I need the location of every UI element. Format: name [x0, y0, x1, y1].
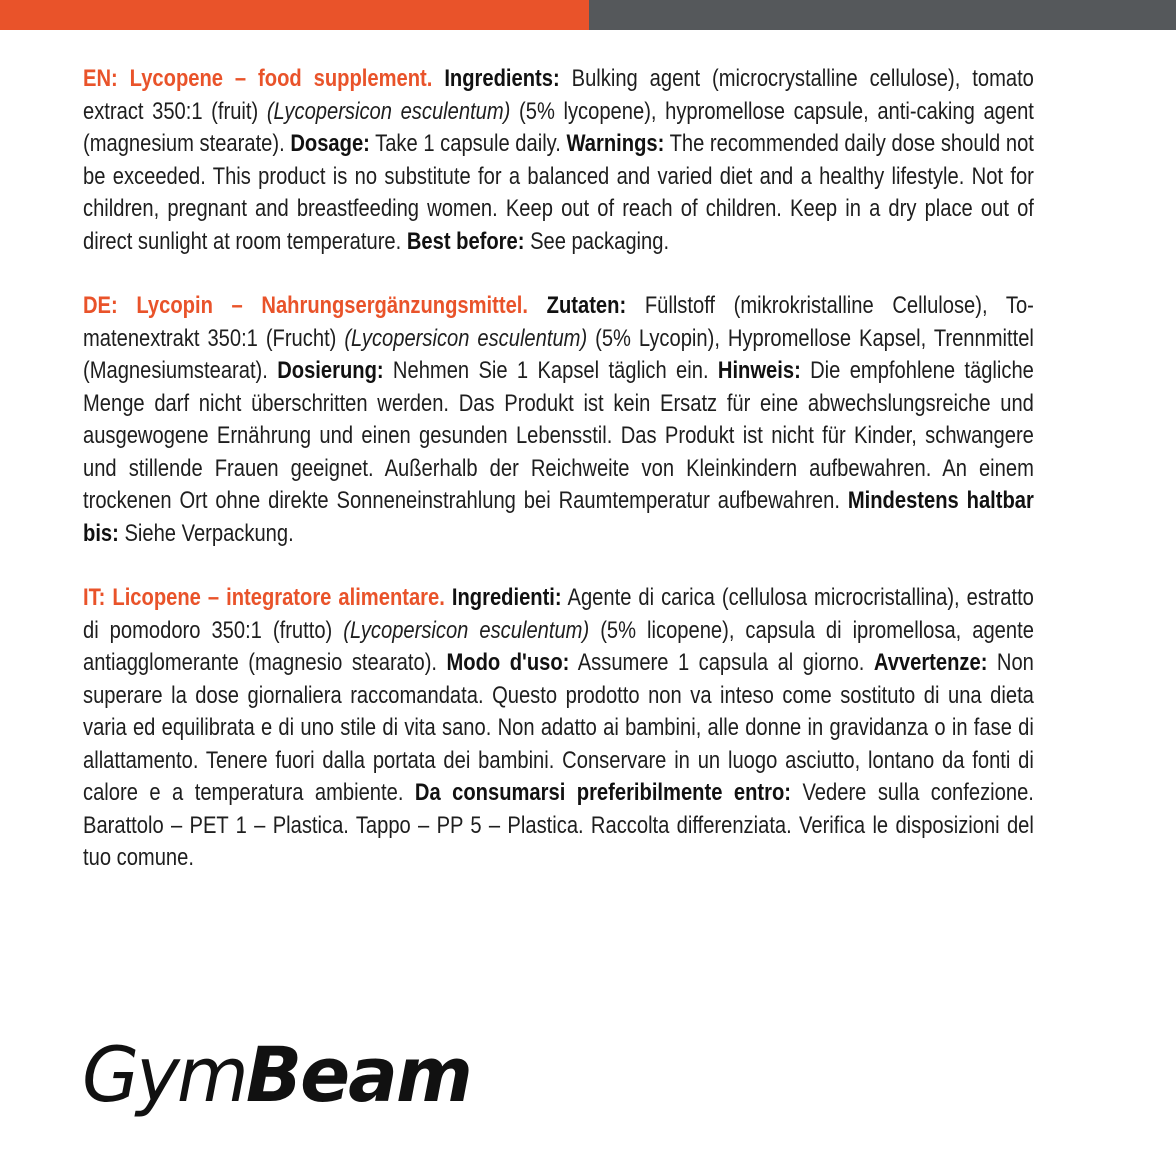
ingredients-label-en: Ingredients:	[444, 65, 560, 92]
dosage-label-de: Dosierung:	[277, 357, 384, 384]
best-before-text-en: See packaging.	[530, 227, 670, 255]
logo-part-beam: Beam	[245, 1030, 471, 1119]
paragraph-de	[83, 290, 1034, 550]
warnings-label-it: Avvertenze:	[873, 649, 988, 676]
label-text-content	[83, 63, 1034, 907]
warnings-text-en: The recommended daily dose should not be exceeded. This product is no substitute for a balanced and varied diet and a healthy lifestyle. Not for children, pregnant and breastfeeding women. Keep out of reach of children. Keep in a dry place out of direct sunlight at room temperature.	[83, 130, 1034, 255]
logo-wordmark	[82, 1030, 471, 1120]
heading-it: IT: Licopene – integratore alimentare.	[83, 584, 445, 611]
best-before-label-it: Da consumarsi preferibilmente entro:	[414, 779, 792, 806]
ingredients-text-en-1: Bulking agent (microcrystalline cellulose), tomato extract 350:1 (fruit)	[83, 65, 1034, 125]
ingredients-latin-en: (Lycopersicon esculentum)	[266, 97, 511, 125]
warnings-label-de: Hinweis:	[717, 357, 801, 384]
dosage-text-de: Nehmen Sie 1 Kapsel täglich ein.	[392, 357, 709, 384]
heading-de: DE: Lycopin – Nahrungsergänzungsmittel.	[83, 292, 529, 319]
ingredients-text-it-2: (5% licopene), capsula di ipromellosa, agente antiagglomerante (magnesio stearato).	[83, 616, 1034, 676]
heading-en: EN: Lycopene – food supplement.	[83, 65, 433, 92]
dosage-label-en: Dosage:	[290, 130, 370, 157]
dosage-text-en: Take 1 capsule daily.	[375, 130, 561, 157]
paragraph-en	[83, 63, 1034, 258]
top-bar-orange-segment	[0, 0, 589, 30]
ingredients-text-en-2: (5% lycopene), hypromellose capsule, anti-caking agent (magnesium stearate).	[83, 97, 1034, 157]
logo-part-gym: Gym	[82, 1030, 246, 1119]
dosage-label-it: Modo d'uso:	[446, 649, 570, 676]
warnings-text-it: Non superare la dose giornaliera raccomandata. Questo prodotto non va inteso come sostituto di una dieta varia ed equilibrata e di uno stile di vita sano. Non adatto ai bambini, alle donne in gravidanza o in fase di allattamento. Tenere fuori dalla portata dei bambini. Conservare in un luogo asciutto, lontano da fonti di calore e a temperatura ambiente.	[83, 649, 1034, 806]
warnings-label-en: Warnings:	[566, 130, 665, 157]
ingredients-latin-it: (Lycopersicon esculentum)	[343, 616, 590, 644]
dosage-text-it: Assumere 1 capsula al giorno.	[577, 649, 865, 676]
paragraph-it	[83, 582, 1034, 875]
ingredients-latin-de: (Lycopersicon esculentum)	[344, 324, 588, 352]
ingredients-label-it: Ingredienti:	[451, 584, 562, 611]
best-before-text-it: Vedere sulla confezione. Barattolo – PET 1 – Plastica. Tappo – PP 5 – Plastica. Raccolta differenziata. Verifica le disposizioni del tuo comune.	[83, 779, 1034, 871]
ingredients-text-de-1: Füllstoff (mikrokristalline Cellulose), Tomatenextrakt 350:1 (Frucht)	[83, 292, 1034, 352]
gymbeam-logo	[82, 1030, 483, 1120]
best-before-label-de: Mindestens haltbar bis:	[83, 487, 1034, 547]
top-color-bar	[0, 0, 1176, 30]
best-before-label-en: Best before:	[406, 227, 525, 255]
warnings-text-de: Die empfohlene tägliche Menge darf nicht überschritten werden. Das Produkt ist kein Ersatz für eine abwechslungsreiche und ausgewogene Ernährung und einen gesunden Lebensstil. Das Produkt ist nicht für Kinder, schwangere und stillende Frauen geeignet. Außerhalb der Reichweite von Kleinkindern aufbewahren. An einem trockenen Ort ohne direkte Sonneneinstrahlung bei Raumtemperatur aufbewahren.	[83, 357, 1034, 514]
top-bar-gray-segment	[589, 0, 1176, 30]
ingredients-text-it-1: Agente di carica (cellulosa microcristallina), estratto di pomodoro 350:1 (frutto)	[83, 584, 1034, 644]
ingredients-label-de: Zutaten:	[546, 292, 627, 319]
best-before-text-de: Siehe Verpackung.	[124, 519, 294, 547]
ingredients-text-de-2: (5% Lycopin), Hypromellose Kapsel, Trennmittel (Magnesiumstearat).	[83, 324, 1034, 384]
